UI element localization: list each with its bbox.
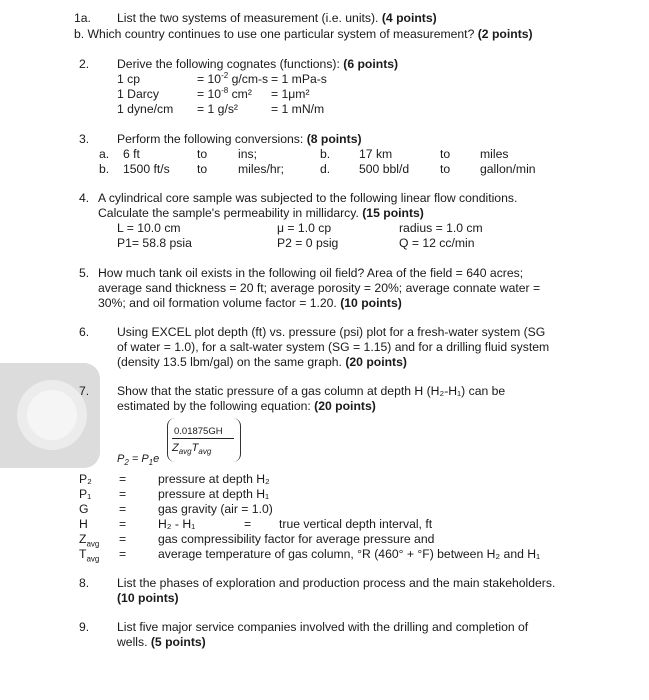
- q9-number: 9.: [79, 620, 90, 634]
- def-desc: true vertical depth interval, ft: [279, 517, 433, 531]
- q1a-number: 1a.: [74, 11, 91, 25]
- q2-row-eq1: = $10^{-8}$ cm²: [197, 85, 252, 101]
- def-symbol: $T_{avg}$: [79, 547, 100, 564]
- q3-number: 3.: [79, 132, 90, 146]
- q2-question: Derive the following cognates (functions):: [117, 57, 340, 71]
- q2-row-eq1: = $10^{-2}$ g/cm-s: [197, 70, 269, 86]
- q3-value: 6 ft: [123, 147, 140, 161]
- q6-points: (20 points): [345, 355, 407, 369]
- q1a-points: (4 points): [381, 11, 437, 25]
- q4-number: 4.: [79, 191, 90, 205]
- q3-value: 500 bbl/d: [359, 162, 410, 176]
- q3-label-b: b.: [320, 147, 331, 161]
- def-symbol: P₂: [79, 472, 92, 486]
- q9-points: (5 points): [150, 635, 206, 649]
- q9-line1: List five major service companies involved with the drilling and completion of: [117, 620, 529, 634]
- equation-denominator: $Z_{avg}T_{avg}$: [172, 442, 212, 457]
- q3-unit: ins;: [238, 147, 257, 161]
- q3-unit: miles: [480, 147, 509, 161]
- q3-to: to: [440, 162, 451, 176]
- q6-line2: of water = 1.0), for a salt-water system (SG = 1.15) and for a drilling fluid system: [117, 340, 550, 354]
- q1a-question: List the two systems of measurement (i.e. units).: [117, 11, 379, 25]
- q6-line3: (density 13.5 lbm/gal) on the same graph. (20 points): [117, 355, 407, 369]
- def-symbol: G: [79, 502, 89, 516]
- q4-given: L = 10.0 cm: [117, 221, 181, 235]
- q4-given: Q = 12 cc/min: [399, 236, 475, 250]
- q6-line1: Using EXCEL plot depth (ft) vs. pressure (psi) plot for a fresh-water system (SG: [117, 325, 546, 339]
- q4-points: (15 points): [362, 206, 424, 220]
- def-desc: pressure at depth H₂: [158, 472, 270, 486]
- def-symbol: $Z_{avg}$: [79, 532, 100, 549]
- q3-points: (8 points): [306, 132, 362, 146]
- q8-number: 8.: [79, 576, 90, 590]
- def-desc: gas compressibility factor for average pressure and: [158, 532, 435, 546]
- def-equals: =: [119, 502, 127, 516]
- equation-numerator: 0.01875GH: [174, 426, 223, 437]
- def-equals: =: [119, 487, 127, 501]
- q1b-text: [74, 27, 533, 42]
- def-equals: =: [244, 517, 252, 531]
- q3-question: Perform the following conversions:: [117, 132, 304, 146]
- q4-line2: Calculate the sample's permeability in millidarcy. (15 points): [98, 206, 424, 220]
- q4-line1: A cylindrical core sample was subjected to the following linear flow conditions.: [98, 191, 518, 205]
- def-desc: average temperature of gas column, °R (460° + °F) between H₂ and H₁: [158, 547, 541, 561]
- q4-given: radius = 1.0 cm: [399, 221, 483, 235]
- q2-row-eq2: = 1μm²: [271, 87, 310, 101]
- floating-assistive-button[interactable]: [0, 363, 100, 468]
- q2-number: 2.: [79, 57, 90, 71]
- q3-label-a: b.: [99, 162, 110, 176]
- q2-row-eq1: = 1 g/s²: [197, 102, 238, 116]
- q7-line2: estimated by the following equation: (20 points): [117, 399, 376, 413]
- q3-value: 17 km: [359, 147, 393, 161]
- q3-label-a: a.: [99, 147, 110, 161]
- q1a-text: [117, 11, 437, 26]
- q4-given: P2 = 0 psig: [277, 236, 339, 250]
- q1b-question: b. Which country continues to use one particular system of measurement?: [74, 27, 475, 41]
- q5-number: 5.: [79, 266, 90, 280]
- q9-line2: wells. (5 points): [117, 635, 206, 649]
- q3-value: 1500 ft/s: [123, 162, 170, 176]
- q3-unit: miles/hr;: [238, 162, 285, 176]
- q3-to: to: [440, 147, 451, 161]
- def-desc: gas gravity (air = 1.0): [158, 502, 273, 516]
- q5-points: (10 points): [340, 296, 402, 310]
- q5-line2: average sand thickness = 20 ft; average porosity = 20%; average connate water =: [98, 281, 541, 295]
- q1b-points: (2 points): [477, 27, 533, 41]
- q6-number: 6.: [79, 325, 90, 339]
- q5-line3: 30%; and oil formation volume factor = 1.20. (10 points): [98, 296, 402, 310]
- def-symbol: H: [79, 517, 88, 531]
- q2-row-unit: 1 cp: [117, 72, 141, 86]
- q8-points: (10 points): [117, 591, 179, 605]
- q4-given: P1= 58.8 psia: [117, 236, 192, 250]
- def-equals: =: [119, 517, 127, 531]
- q2-points: (6 points): [343, 57, 399, 71]
- equation-fraction-bar: [172, 438, 234, 439]
- def-symbol: P₁: [79, 487, 92, 501]
- def-desc: H₂ - H₁: [158, 517, 196, 531]
- q7-line1: Show that the static pressure of a gas column at depth H (H₂-H₁) can be: [117, 384, 506, 398]
- q2-text: [117, 57, 398, 72]
- q4-given: μ = 1.0 cp: [277, 221, 332, 235]
- q3-unit: gallon/min: [480, 162, 536, 176]
- q2-row-eq2: = 1 mN/m: [271, 102, 325, 116]
- assistive-button-dot: [27, 390, 77, 440]
- def-equals: =: [119, 472, 127, 486]
- q2-row-unit: 1 dyne/cm: [117, 102, 174, 116]
- equation-lhs: $P_2 = P_1e$: [117, 453, 160, 468]
- q7-points: (20 points): [314, 399, 376, 413]
- q8-line1: List the phases of exploration and production process and the main stakeholders.: [117, 576, 556, 590]
- q3-to: to: [197, 147, 208, 161]
- q3-text: [117, 132, 362, 147]
- q3-to: to: [197, 162, 208, 176]
- def-desc: pressure at depth H₁: [158, 487, 270, 501]
- q3-label-b: d.: [320, 162, 331, 176]
- q7-number: 7.: [79, 384, 90, 398]
- q5-line1: How much tank oil exists in the following oil field? Area of the field = 640 acres;: [98, 266, 524, 280]
- def-equals: =: [119, 547, 127, 561]
- def-equals: =: [119, 532, 127, 546]
- q2-row-eq2: = 1 mPa-s: [271, 72, 327, 86]
- q2-row-unit: 1 Darcy: [117, 87, 159, 101]
